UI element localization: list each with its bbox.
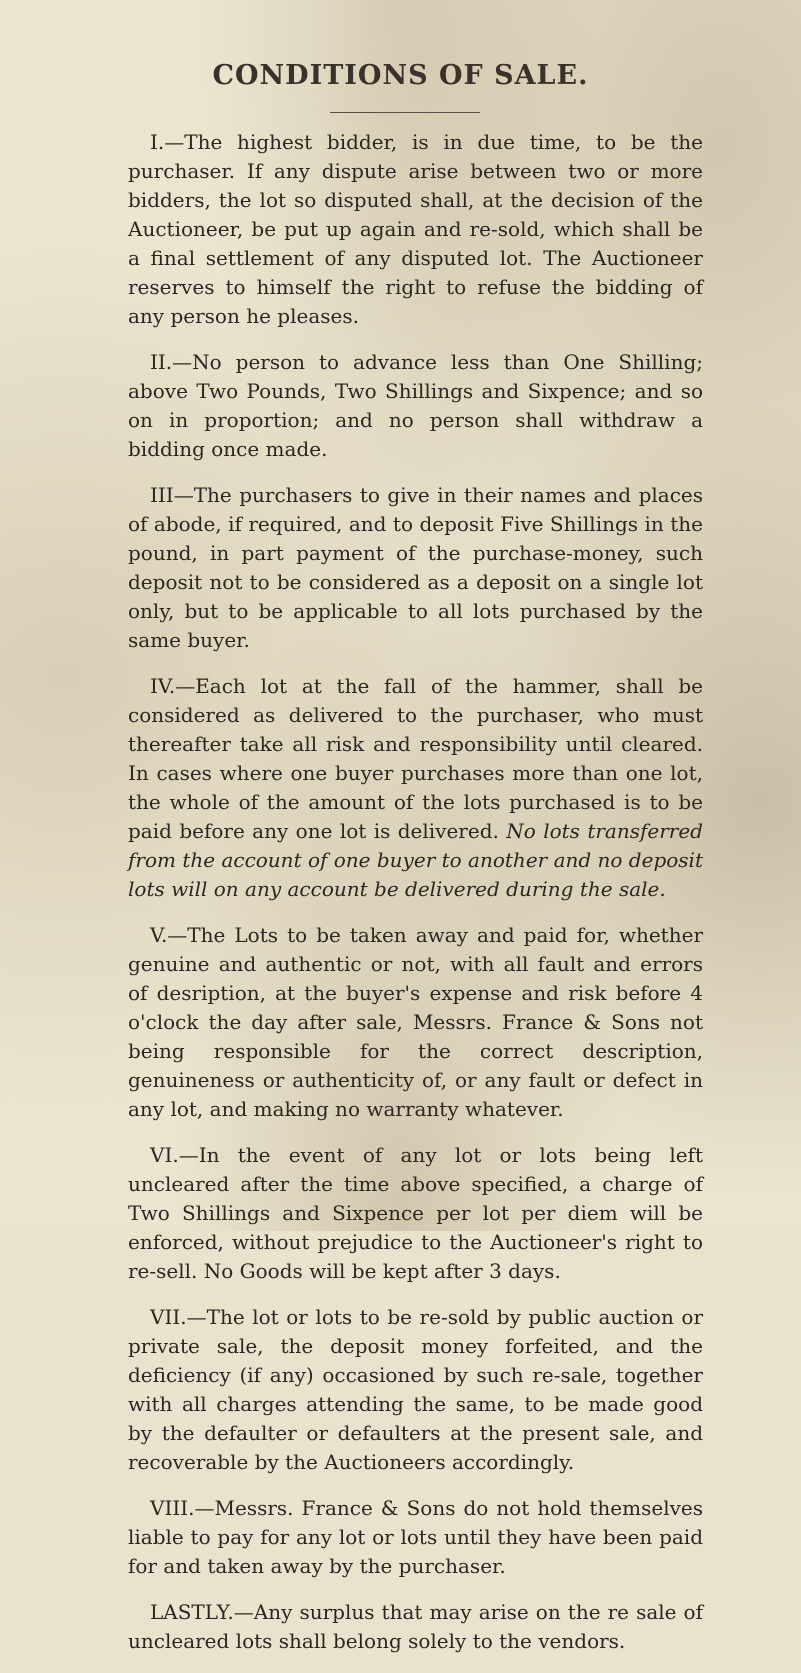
- clause-2-text: II.—No person to advance less than One Shilling; above Two Pounds, Two Shillings and Sixpence; and so on in proportion; and no person shall withdraw a bidding once made.: [128, 350, 703, 461]
- clause-5-text: V.—The Lots to be taken away and paid for, whether genuine and authentic or not, with all fault and errors of desription, at the buyer's expense and risk before 4 o'clock the day after sale, Messrs. France & Sons not being responsible for the correct description, genuineness or authenticity of, or any fault or defect in any lot, and making no warranty whatever.: [128, 923, 703, 1121]
- clause-8: [128, 1494, 703, 1581]
- clause-6: [128, 1141, 703, 1286]
- clause-1-text: I.—The highest bidder, is in due time, to be the purchaser. If any dispute arise between two or more bidders, the lot so disputed shall, at the decision of the Auctioneer, be put up again and re-sold, which shall be a final settlement of any disputed lot. The Auctioneer reserves to himself the right to refuse the bidding of any person he pleases.: [128, 130, 703, 328]
- clause-6-text: VI.—In the event of any lot or lots being left uncleared after the time above specified, a charge of Two Shillings and Sixpence per lot per diem will be enforced, without prejudice to the Auctioneer's right to re-sell. No Goods will be kept after 3 days.: [128, 1143, 703, 1283]
- clause-8-text: VIII.—Messrs. France & Sons do not hold themselves liable to pay for any lot or lots until they have been paid for and taken away by the purchaser.: [128, 1496, 703, 1578]
- page-title: CONDITIONS OF SALE.: [212, 60, 589, 91]
- clause-4-italic-note: No lots transferred from the account of one buyer to another and no deposit lots will on any account be delivered during the sale.: [128, 819, 703, 901]
- clause-3: [128, 481, 703, 655]
- clause-3-text: III—The purchasers to give in their names and places of abode, if required, and to deposit Five Shillings in the pound, in part payment of the purchase-money, such deposit not to be considered as a deposit on a single lot only, but to be applicable to all lots purchased by the same buyer.: [128, 483, 703, 652]
- clause-7: [128, 1303, 703, 1477]
- clause-5: [128, 921, 703, 1124]
- clause-1: [128, 128, 703, 331]
- title-underline: [330, 112, 480, 113]
- clause-7-text: VII.—The lot or lots to be re-sold by public auction or private sale, the deposit money forfeited, and the deficiency (if any) occasioned by such re-sale, together with all charges attending the same, to be made good by the defaulter or defaulters at the present sale, and recoverable by the Auctioneers accordingly.: [128, 1305, 703, 1474]
- clause-4-text: IV.—Each lot at the fall of the hammer, shall be considered as delivered to the purchaser, who must thereafter take all risk and responsibility until cleared. In cases where one buyer purchases more than one lot, the whole of the amount of the lots purchased is to be paid before any one lot is delivered.: [128, 674, 703, 843]
- conditions-body: [128, 128, 703, 1673]
- clause-4: [128, 672, 703, 904]
- clause-lastly: [128, 1598, 703, 1656]
- clause-2: [128, 348, 703, 464]
- clause-lastly-text: LASTLY.—Any surplus that may arise on the re sale of uncleared lots shall belong solely to the vendors.: [128, 1600, 703, 1653]
